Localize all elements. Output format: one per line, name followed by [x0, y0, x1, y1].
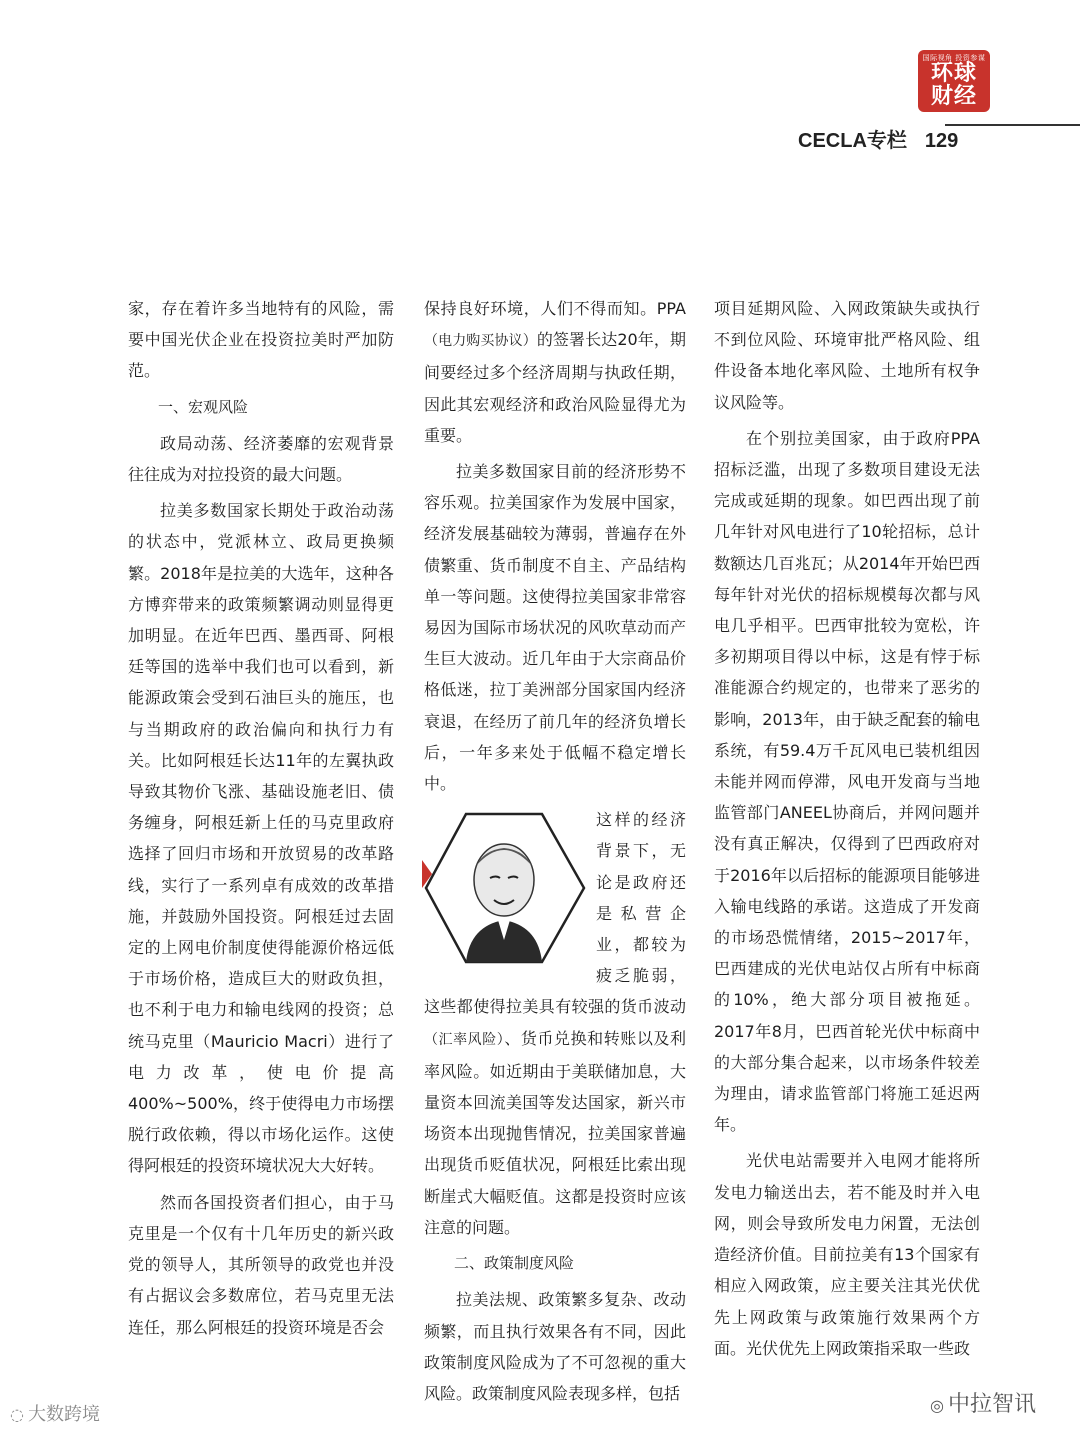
wechat-account-label — [930, 1385, 1070, 1425]
watermark-label — [10, 1400, 160, 1430]
logo-tagline: 国际视角 投资参谋 — [922, 54, 986, 62]
paragraph: 项目延期风险、入网政策缺失或执行不到位风险、环境审批严格风险、组件设备本地化率风险、土地所有权争议风险等。 — [714, 299, 980, 412]
portrait-illustration — [420, 808, 588, 968]
running-head — [798, 126, 978, 156]
wechat-account-name: 中拉智讯 — [947, 1392, 1036, 1417]
text-run-note: （电力购买协议） — [424, 333, 537, 350]
logo-line-2: 财经 — [930, 84, 977, 109]
column-3 — [714, 293, 980, 1369]
magazine-logo — [918, 50, 990, 112]
logo-line-1: 环球 — [930, 61, 977, 86]
wechat-icon: ◎ — [930, 1396, 944, 1415]
column-2 — [424, 293, 686, 1414]
paragraph: 拉美法规、政策繁多复杂、改动频繁，而且执行效果各有不同，因此政策制度风险成为了不可忽视的重大风险。政策制度风险表现多样，包括 — [424, 1290, 686, 1403]
paragraph: 家，存在着许多当地特有的风险，需要中国光伏企业在投资拉美时严加防范。 — [128, 299, 394, 381]
text-run: 这样的经济背景下，无论是政府还是私营企业，都较为疲乏脆弱，这些都使得拉美具有较强的货币波动 — [424, 810, 686, 1017]
section-heading-policy-risk: 二、政策制度风险 — [454, 1254, 575, 1273]
section-title: CECLA专栏 — [798, 130, 907, 152]
paragraph: 政局动荡、经济萎靡的宏观背景往往成为对拉投资的最大问题。 — [128, 433, 394, 485]
text-run: 的签署长达20年，期间要经过多个经济周期与执政任期，因此其宏观经济和政治风险显得尤为重要。 — [424, 330, 686, 445]
paragraph: 然而各国投资者们担心，由于马克里是一个仅有十几年历史的新兴政党的领导人，其所领导的政党也并没有占据议会多数席位，若马克里无法连任，那么阿根廷的投资环境是否会 — [128, 1192, 394, 1337]
watermark-icon: ◌ — [10, 1405, 24, 1424]
paragraph: 光伏电站需要并入电网才能将所发电力输送出去，若不能及时并入电网，则会导致所发电力闲置，无法创造经济价值。目前拉美有13个国家有相应入网政策，应主要关注其光伏优先上网政策与政策施行效果两个方面。光伏优先上网政策指采取一些政 — [714, 1151, 980, 1358]
text-run-note: （汇率风险） — [424, 1031, 505, 1048]
paragraph: 拉美多数国家目前的经济形势不容乐观。拉美国家作为发展中国家，经济发展基础较为薄弱，普遍存在外债繁重、货币制度不自主、产品结构单一等问题。这使得拉美国家非常容易因为国际市场状况的风吹草动而产生巨大波动。近几年由于大宗商品价格低迷，拉丁美洲部分国家国内经济衰退，在经历了前几年的经济负增长后，一年多来处于低幅不稳定增长中。 — [424, 462, 686, 794]
text-run: 、货币兑换和转账以及利率风险。如近期由于美联储加息，大量资本回流美国等发达国家，新兴市场资本出现抛售情况，拉美国家普遍出现货币贬值状况，阿根廷比索出现断崖式大幅贬值。这都是投资时应该注意的问题。 — [424, 1028, 686, 1237]
column-1 — [128, 293, 394, 1348]
page-number: 129 — [924, 130, 959, 152]
section-heading-macro-risk: 一、宏观风险 — [158, 397, 249, 416]
text-run: 保持良好环境，人们不得而知。PPA — [424, 299, 686, 318]
paragraph: 在个别拉美国家，由于政府PPA招标泛滥，出现了多数项目建设无法完成或延期的现象。如巴西出现了前几年针对风电进行了10轮招标，总计数额达几百兆瓦；从2014年开始巴西每年针对光伏的招标规模每次都与风电几乎相平。巴西审批较为宽松，许多初期项目得以中标，这是有悖于标准能源合约规定的，也带来了恶劣的影响，2013年，由于缺乏配套的输电系统，有59.4万千瓦风电已装机组因未能并网而停滞，风电开发商与当地监管部门ANEEL协商后，并网问题并没有真正解决，仅得到了巴西政府对于2016年以后招标的能源项目能够进入输电线路的承诺。这造成了开发商的市场恐慌情绪，2015~2017年，巴西建成的光伏电站仅占所有中标商的10%，绝大部分项目被拖延。2017年8月，巴西首轮光伏中标商中的大部分集合起来，以市场条件较差为理由，请求监管部门将施工延迟两年。 — [714, 428, 980, 1135]
paragraph: 拉美多数国家长期处于政治动荡的状态中，党派林立、政局更换频繁。2018年是拉美的大选年，这种各方博弈带来的政策频繁调动则显得更加明显。在近年巴西、墨西哥、阿根廷等国的选举中我们也可以看到，新能源政策会受到石油巨头的施压，也与当期政府的政治偏向和执行力有关。比如阿根廷长达11年的左翼执政导致其物价飞涨、基础设施老旧、债务缠身，阿根廷新上任的马克里政府选择了回归市场和开放贸易的改革路线，实行了一系列卓有成效的改革措施，并鼓励外国投资。阿根廷过去固定的上网电价制度使得能源价格远低于市场价格，造成巨大的财政负担，也不利于电力和输电线网的投资；总统马克里（Mauricio Macri）进行了电力改革，使电价提高400%~500%，终于使得电力市场摆脱行政依赖，得以市场化运作。这使得阿根廷的投资环境状况大大好转。 — [128, 501, 394, 1176]
watermark-text: 大数跨境 — [27, 1404, 100, 1425]
paragraph — [424, 293, 686, 451]
paragraph — [424, 804, 686, 1243]
